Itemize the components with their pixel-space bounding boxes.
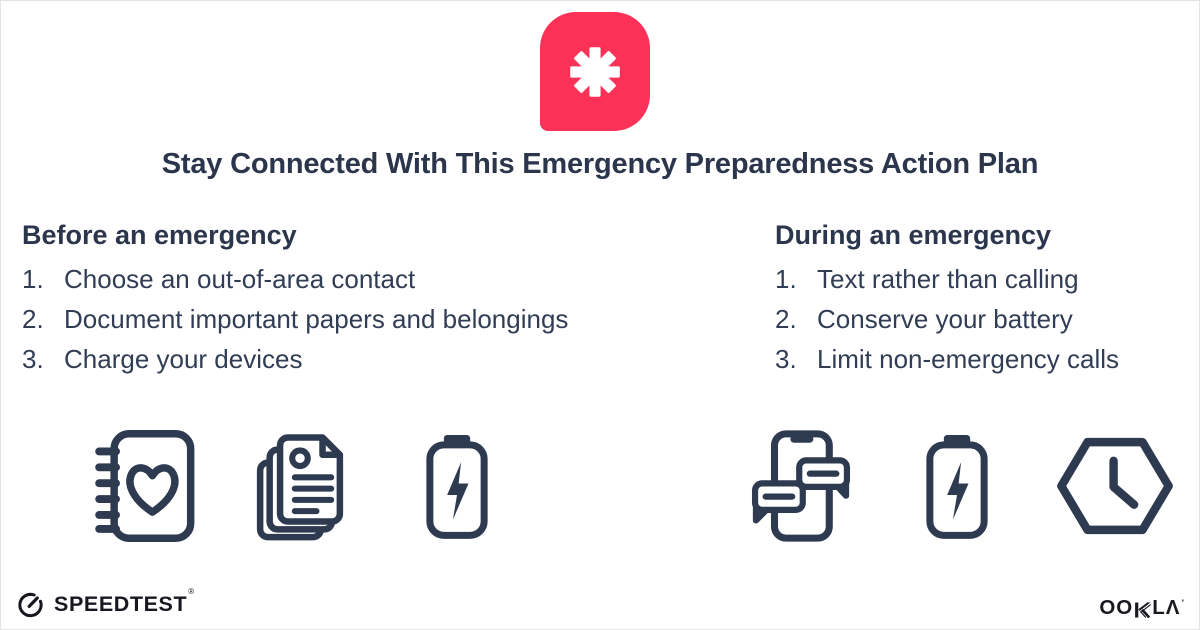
list-text: Document important papers and belongings — [64, 304, 569, 334]
list-item — [775, 339, 1195, 379]
list-number: 2. — [22, 304, 44, 334]
list-item — [22, 299, 702, 339]
list-number: 3. — [22, 344, 44, 374]
list-text: Conserve your battery — [817, 304, 1073, 334]
before-emergency-heading: Before an emergency — [22, 220, 297, 250]
during-emergency-heading: During an emergency — [775, 220, 1052, 250]
list-item — [775, 299, 1195, 339]
list-text: Charge your devices — [64, 344, 303, 374]
ookla-wordmark-la: LΛ — [1152, 595, 1181, 619]
before-emergency-list — [22, 259, 702, 379]
ookla-hatched-k-icon — [1135, 602, 1151, 618]
speedtest-wordmark: SPEEDTEST® — [54, 586, 195, 616]
during-emergency-icons — [748, 424, 1178, 548]
before-emergency-section — [22, 220, 702, 379]
during-emergency-section — [775, 220, 1195, 379]
trademark-mark: ’ — [1181, 598, 1184, 608]
speedtest-gauge-icon — [16, 589, 45, 620]
list-item — [22, 339, 702, 379]
list-text: Limit non-emergency calls — [817, 344, 1120, 374]
speedtest-logo — [16, 586, 195, 620]
phone-messages-icon — [748, 425, 854, 547]
list-text: Text rather than calling — [817, 264, 1079, 294]
asterisk-icon — [564, 41, 626, 103]
document-stack-icon — [248, 425, 352, 547]
registered-mark: ® — [188, 586, 195, 596]
contact-book-heart-icon — [88, 425, 200, 547]
battery-charge-icon — [420, 425, 494, 547]
list-item — [22, 259, 702, 299]
list-text: Choose an out-of-area contact — [64, 264, 416, 294]
list-number: 2. — [775, 304, 797, 334]
list-item — [775, 259, 1195, 299]
ookla-wordmark-oo: OO — [1099, 595, 1134, 619]
list-number: 3. — [775, 344, 797, 374]
asterisk-bubble-icon — [540, 12, 650, 131]
page-title: Stay Connected With This Emergency Preparedness Action Plan — [161, 148, 1039, 180]
list-number: 1. — [775, 264, 797, 294]
ookla-logo — [1099, 595, 1184, 619]
clock-hexagon-icon — [1052, 429, 1178, 543]
battery-charge-icon — [920, 425, 994, 547]
during-emergency-list — [775, 259, 1195, 379]
before-emergency-icons — [88, 424, 494, 548]
list-number: 1. — [22, 264, 44, 294]
